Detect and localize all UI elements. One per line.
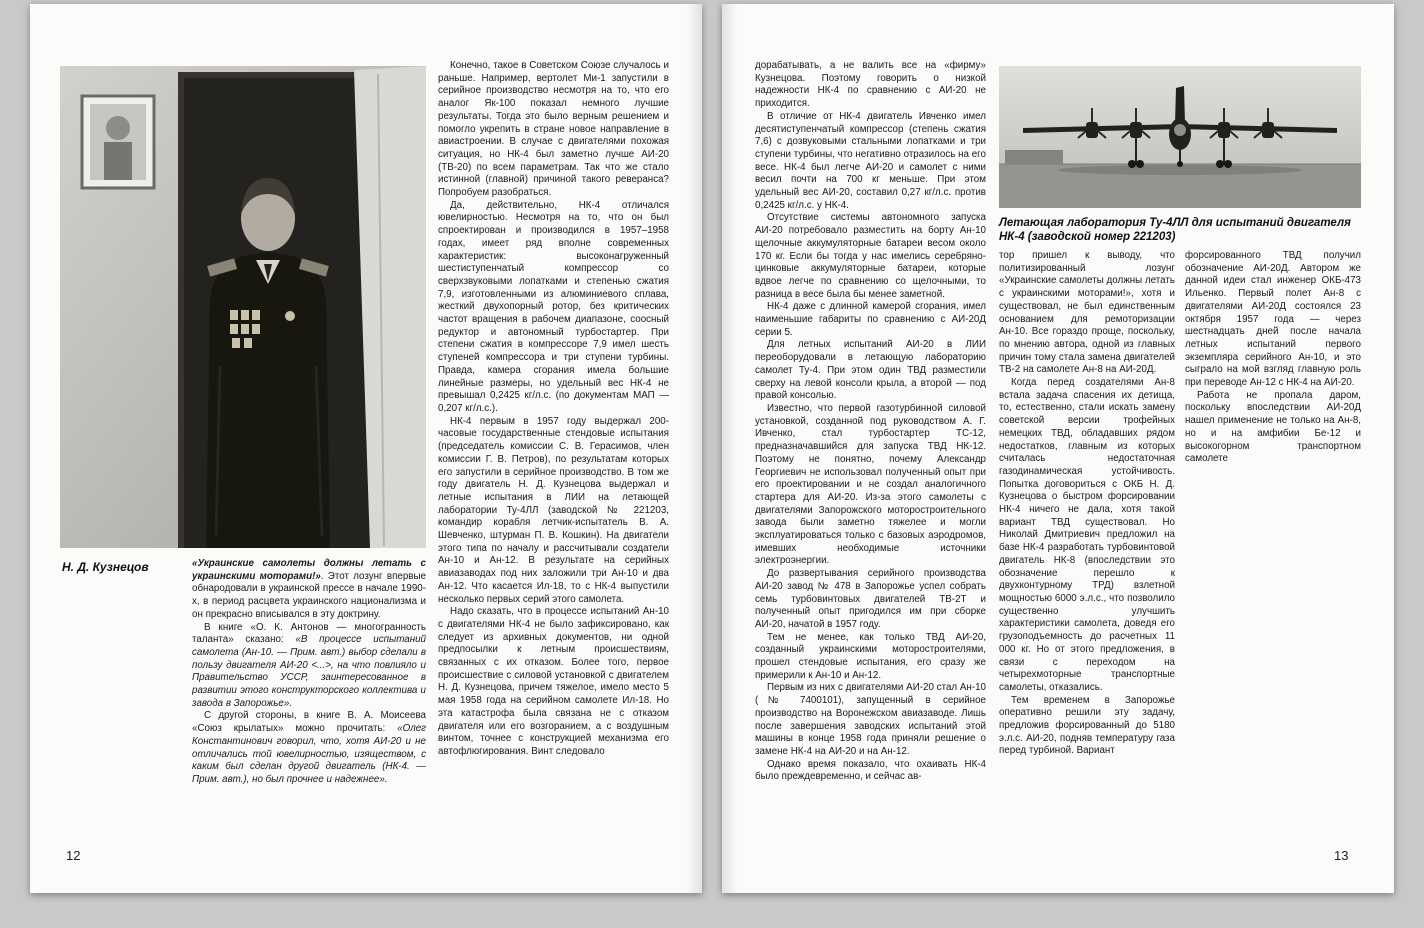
paragraph: НК-4 даже с длинной камерой сгорания, имел наименьшие габариты по сравнению с АИ-20Д серии 5.	[755, 301, 986, 338]
tu4ll-photo	[999, 66, 1361, 208]
paragraph: Надо сказать, что в процессе испытаний Ан-10 с двигателями НК-4 не было зафиксировано, как следует из архивных документов, ни одной предпосылки к летным происшествиям, связанных с их отказом. Более того, первое происшествие с силовой установкой с двигателем Н. Д. Кузнецова, причем тяжелое, имело место 5 мая 1958 года на серийном самолете Ил-18. Но эта катастрофа была связана не с отказом двигателя или его возгоранием, а с воздушным винтом, точнее с конструкцией механизма его автофлюгирования. Винт следовало	[438, 606, 669, 757]
kuznetsov-photo-caption: Н. Д. Кузнецов	[62, 560, 149, 574]
tu4ll-photo-art	[999, 66, 1361, 208]
page-right	[722, 4, 1394, 893]
left-page-lower-column	[192, 558, 426, 856]
page-number-right: 13	[1334, 848, 1349, 863]
tu4ll-photo-caption: Летающая лаборатория Ту-4ЛЛ для испытаний двигателя НК-4 (заводской номер 221203)	[999, 217, 1351, 243]
right-page-right-column	[1185, 250, 1361, 856]
right-page-left-column	[755, 60, 986, 858]
paragraph	[192, 710, 426, 786]
text-run: «Олег Константинович говорил, что, хотя АИ-20 и не отличались той ювелирностью, изяществом, с каким был сделан другой двигатель (НК-4. — Прим. авт.), но был прочнее и надежнее».	[192, 723, 426, 785]
paragraph: Да, действительно, НК-4 отличался ювелирностью. Несмотря на то, что он был спроектирован и производился в 1957–1958 годах, имеет ряд вполне современных характеристик: высоконагруженный шестиступенчатый компрессор со сверхзвуковыми лопатками и степенью сжатия 7,9, изготовленными из алюминиевого сплава, жесткий двухопорный ротор, без критических частот вращения в рабочем диапазоне, соосный редуктор и автономный турбостартер. При степени сжатия в компрессоре 7,9 имел шесть ступеней компрессора и три ступени турбины. Правда, камера сгорания имела большие линейные размеры, но удельный вес НК-4 не превышал 0,2425 кг/л.с. (по документам МАП — 0,207 кг/л.с.).	[438, 199, 669, 414]
paragraph: форсированного ТВД получил обозначение АИ-20Д. Автором же данной идеи стал инженер ОКБ-473 Ильенко. Первый полет Ан-8 с двигателями АИ-20Д состоялся 23 октября 1957 года — через шестнадцать дней после начала летных испытаний первого экземпляра серийного Ан-10, и это сыграло на мой взгляд главную роль при переводе Ан-12 с НК-4 на АИ-20.	[1185, 250, 1361, 389]
wall-portrait	[82, 96, 154, 188]
paragraph: Когда перед создателями Ан-8 встала задача спасения их детища, то, естественно, стали искать замену советской версии трофейных немецких ТВД, обладавших рядом недостатков, главным из которых считалась недостаточная газодинамическая устойчивость. Попытка договориться с ОКБ Н. Д. Кузнецова о быстром форсировании НК-4 ничего не дала, хотя такой вариант ТВД существовал. Но Николай Дмитриевич предложил на базе НК-4 разработать турбовинтовой двигатель НК-8 (впоследствии это обозначение перешло к двухконтурному ТРД) взлетной мощностью 6000 э.л.с., что позволило существенно улучшить характеристики самолета, доведя его грузоподъемность до расчетных 11 000 кг. Но от этого предложения, в связи с переходом на четырехмоторные транспортные самолеты, отказались.	[999, 377, 1175, 693]
text-run: В книге «О. К. Антонов — многогранность таланта» сказано:	[192, 621, 426, 646]
left-page-right-column	[438, 60, 669, 858]
kuznetsov-photo-art	[60, 66, 426, 548]
text-run: «Украинские самолеты должны летать с украинскими моторами!»	[192, 558, 426, 582]
paragraph: НК-4 первым в 1957 году выдержал 200-часовые государственные стендовые испытания (председатель комиссии С. В. Герасимов, член комиссии Г. В. Петров), по результатам которых его запустили в серийное производство. В том же году двигатель Н. Д. Кузнецова выдержал и летные испытания в ЛИИ на летающей лаборатории Ту-4ЛЛ (заводской № 221203, командир корабля летчик-испытатель В. А. Шевченко, штурман П. В. Кошкин). На двигатели этого типа по началу и рассчитывали создатели Ан-10 и Ан-12. В результате на серийных авиазаводах под них заложили три Ан-10 и два Ан-12. Что касается Ил-18, то с НК-4 выпустили несколько первых серий этого самолета.	[438, 415, 669, 605]
paragraph: Первым из них с двигателями АИ-20 стал Ан-10 (№ 7400101), запущенный в серийное производство на Воронежском авиазаводе. Лишь после завершения заводских испытаний этой машины в конце 1958 года приняли решение о замене НК-4 на АИ-20 и на Ан-12.	[755, 682, 986, 757]
paragraph: До развертывания серийного производства АИ-20 завод № 478 в Запорожье успел собрать семь турбовинтовых двигателей ТВ-2Т и полученный опыт пригодился им при сборке АИ-20, начатой в 1957 году.	[755, 568, 986, 630]
text-run: . Этот лозунг впервые обнародовали в украинской прессе в начале 1990-х, в период расцвета украинского национализма и он прекрасно вписывался в эту доктрину.	[192, 570, 426, 620]
paragraph: Отсутствие системы автономного запуска АИ-20 потребовало разместить на борту Ан-10 щелочные аккумуляторные батареи весом около 170 кг. Если бы тогда у нас имелись серебряно-цинковые аккумуляторные батареи, которые вдвое легче по сравнению со щелочными, то разница в весе была бы менее заметной.	[755, 212, 986, 300]
paragraph: Для летных испытаний АИ-20 в ЛИИ переоборудовали в летающую лабораторию самолет Ту-4. При этом один ТВД разместили сверху на левой консоли крыла, а второй — под правой консолью.	[755, 339, 986, 402]
paragraph: тор пришел к выводу, что политизированный лозунг «Украинские самолеты должны летать с украинскими моторами!», хотя и существовал, не был единственным основанием для ремоторизации Ан-10. Все гораздо проще, поскольку, по мнению автора, одной из главных причин тому стала замена двигателей ТВ-2 на самолете Ан-8 на АИ-20Д.	[999, 250, 1175, 376]
paragraph: Работа не пропала даром, поскольку впоследствии АИ-20Д нашел применение не только на Ан-8, но и на амфибии Бе-12 и высокогорном транспортном самолете	[1185, 389, 1361, 465]
paragraph: Тем не менее, как только ТВД АИ-20, созданный украинскими моторостроителями, прошел стендовые испытания, его сразу же примерили к Ан-10 и Ан-12.	[755, 631, 986, 681]
page-number-left: 12	[66, 848, 81, 863]
paragraph: Однако время показало, что охаивать НК-4 было преждевременно, и сейчас ав-	[755, 758, 986, 783]
hangar	[1005, 150, 1063, 164]
paragraph: Конечно, такое в Советском Союзе случалось и раньше. Например, вертолет Ми-1 запустили в серийное производство несмотря на то, что его аналог Як-100 показал немного лучшие результаты. Тогда это было верным решением и помогло укрепить в стране новое направление в авиастроении. В случае с двигателями похожая ситуация, но НК-4 был заметно лучше АИ-20 (ТВ-20) по всем параметрам. Так что же стало истинной (главной) причиной такого реверанса? Попробуем разобраться.	[438, 60, 669, 199]
page-left	[30, 4, 702, 893]
paragraph: Тем временем в Запорожье оперативно решили эту задачу, предложив форсированный до 5180 э.л.с. АИ-20, подняв температуру газа перед турбиной. Вариант	[999, 694, 1175, 757]
right-page-middle-column	[999, 250, 1175, 856]
paragraph	[192, 558, 426, 622]
paragraph	[192, 622, 426, 711]
text-run: «В процессе испытаний самолета (Ан-10. — Прим. авт.) выбор сделали в пользу двигателя АИ-20 <...>, на что повлияло и Правительство УССР, заинтересованное в развитии этого конструкторского коллектива и завода в Запорожье».	[192, 634, 426, 709]
paragraph: В отличие от НК-4 двигатель Ивченко имел десятиступенчатый компрессор (степень сжатия 7,6) с дозвуковыми стальными лопатками и три ступени турбины, что негативно отразилось на его весе. НК-4 был легче АИ-20 и самолет с ними весил почти на 700 кг меньше. При этом удельный вес АИ-20, составил 0,27 кг/л.с. против 0,2425 кг/л.с. у НК-4.	[755, 110, 986, 211]
paragraph: дорабатывать, а не валить все на «фирму» Кузнецова. Поэтому говорить о низкой надежности НК-4 по сравнению с АИ-20 не приходится.	[755, 60, 986, 110]
kuznetsov-photo	[60, 66, 426, 548]
text-run: С другой стороны, в книге В. А. Моисеева «Союз крылатых» можно прочитать:	[192, 710, 426, 735]
paragraph: Известно, что первой газотурбинной силовой установкой, созданной под руководством А. Г. Ивченко, стал турбостартер ТС-12, предназначавшийся для запуска ТВД НК-12. Поэтому не понятно, почему Александр Георгиевич не использовал полученный опыт при его проектировании и не создал аналогичного стартера для АИ-20. Из-за этого самолеты с двигателями Запорожского моторостроительного завода были заметно тяжелее и могли эксплуатироваться только с базовых аэродромов, имевших необходимые источники электроэнергии.	[755, 402, 986, 567]
